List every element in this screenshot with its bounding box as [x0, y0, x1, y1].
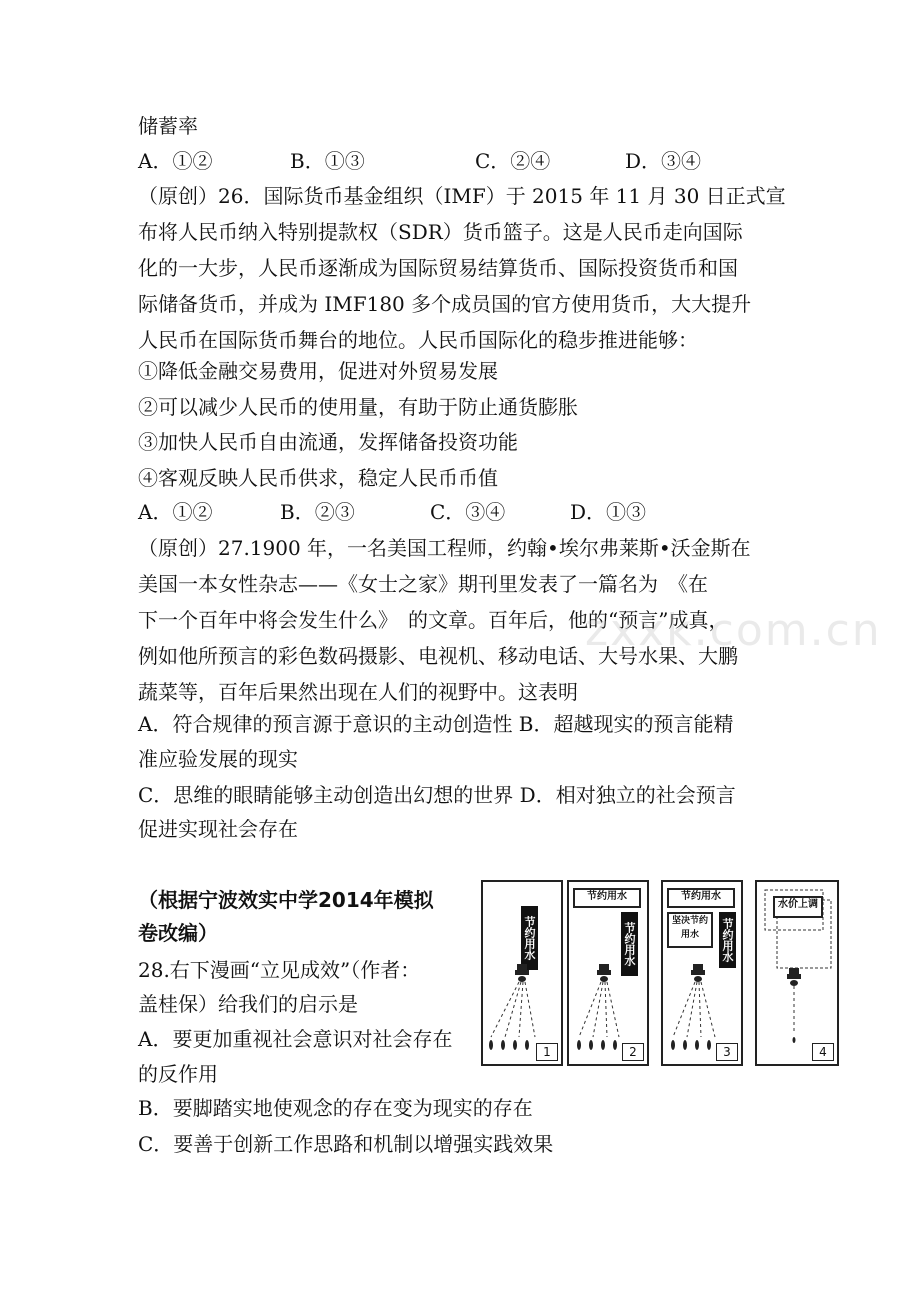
faucet-spray-icon	[569, 882, 647, 1064]
comic-strip	[481, 880, 839, 1064]
q25-option-c: C．②④	[475, 149, 551, 173]
q28-option-a-cont: 的反作用	[138, 1062, 218, 1086]
q25-text: 储蓄率	[138, 114, 198, 138]
panel3-sign: 节约用水	[719, 912, 736, 968]
q28-option-a: A．要更加重视社会意识对社会存在	[138, 1027, 453, 1051]
panel3-box: 坚决节约用水	[667, 912, 713, 948]
panel3-number: 3	[716, 1043, 738, 1061]
q26-option-a: A．①②	[138, 500, 213, 524]
faucet-spray-icon	[663, 882, 741, 1064]
q28-source-1: （根据宁波效实中学2014年模拟	[138, 888, 434, 912]
q27-line-3: 下一个百年中将会发生什么》 的文章。百年后，他的“预言”成真，	[138, 608, 729, 632]
q26-line-2: 布将人民币纳入特别提款权（SDR）货币篮子。这是人民币走向国际	[138, 220, 743, 244]
comic-panel-3	[661, 880, 743, 1066]
q26-statement-2: ②可以减少人民币的使用量，有助于防止通货膨胀	[138, 395, 578, 419]
q27-line-2: 美国一本女性杂志——《女士之家》期刊里发表了一篇名为 《在	[138, 572, 708, 596]
q25-option-d: D．③④	[625, 149, 702, 173]
q26-line-1: （原创）26．国际货币基金组织（IMF）于 2015 年 11 月 30 日正式宣	[138, 184, 786, 208]
panel2-sign: 节约用水	[621, 912, 638, 976]
watermark: zxxk.com.cn	[585, 605, 882, 656]
q27-option-b-cont: 准应验发展的现实	[138, 747, 298, 771]
panel3-header: 节约用水	[667, 888, 735, 908]
q28-option-b: B．要脚踏实地使观念的存在变为现实的存在	[138, 1096, 533, 1120]
q26-option-c: C．③④	[430, 500, 506, 524]
q28-option-c: C．要善于创新工作思路和机制以增强实践效果	[138, 1132, 554, 1156]
q27-option-a-b: A．符合规律的预言源于意识的主动创造性 B．超越现实的预言能精	[138, 712, 734, 736]
q27-option-d-cont: 促进实现社会存在	[138, 817, 298, 841]
q27-option-c-d: C．思维的眼睛能够主动创造出幻想的世界 D．相对独立的社会预言	[138, 783, 736, 807]
panel2-number: 2	[622, 1043, 644, 1061]
q25-option-b: B．①③	[290, 149, 365, 173]
q27-line-4: 例如他所预言的彩色数码摄影、电视机、移动电话、大号水果、大鹏	[138, 644, 738, 668]
faucet-drip-icon	[757, 882, 837, 1064]
q26-line-4: 际储备货币，并成为 IMF180 多个成员国的官方使用货币，大大提升	[138, 292, 752, 316]
q26-line-3: 化的一大步，人民币逐渐成为国际贸易结算货币、国际投资货币和国	[138, 256, 738, 280]
panel1-sign: 节约用水	[521, 906, 538, 970]
comic-panel-2	[567, 880, 649, 1066]
panel4-header: 水价上调	[773, 896, 823, 918]
q26-statement-4: ④客观反映人民币供求，稳定人民币币值	[138, 466, 498, 490]
q25-option-a: A．①②	[138, 149, 213, 173]
panel2-header: 节约用水	[573, 888, 641, 908]
q27-line-5: 蔬菜等，百年后果然出现在人们的视野中。这表明	[138, 680, 578, 704]
q26-option-d: D．①③	[570, 500, 647, 524]
faucet-spray-icon	[483, 882, 561, 1064]
q26-statement-3: ③加快人民币自由流通，发挥储备投资功能	[138, 430, 518, 454]
q26-line-5: 人民币在国际货币舞台的地位。人民币国际化的稳步推进能够：	[138, 328, 698, 352]
q28-stem-1: 28.右下漫画“立见成效”（作者：	[138, 958, 421, 982]
q26-statement-1: ①降低金融交易费用，促进对外贸易发展	[138, 359, 498, 383]
q28-source-2: 卷改编）	[138, 921, 218, 945]
q26-option-b: B．②③	[280, 500, 355, 524]
comic-panel-4	[755, 880, 839, 1066]
q28-stem-2: 盖桂保）给我们的启示是	[138, 992, 358, 1016]
panel4-number: 4	[812, 1043, 834, 1061]
panel1-number: 1	[536, 1043, 558, 1061]
comic-panel-1	[481, 880, 563, 1066]
q27-line-1: （原创）27.1900 年，一名美国工程师，约翰•埃尔弗莱斯•沃金斯在	[138, 536, 751, 560]
